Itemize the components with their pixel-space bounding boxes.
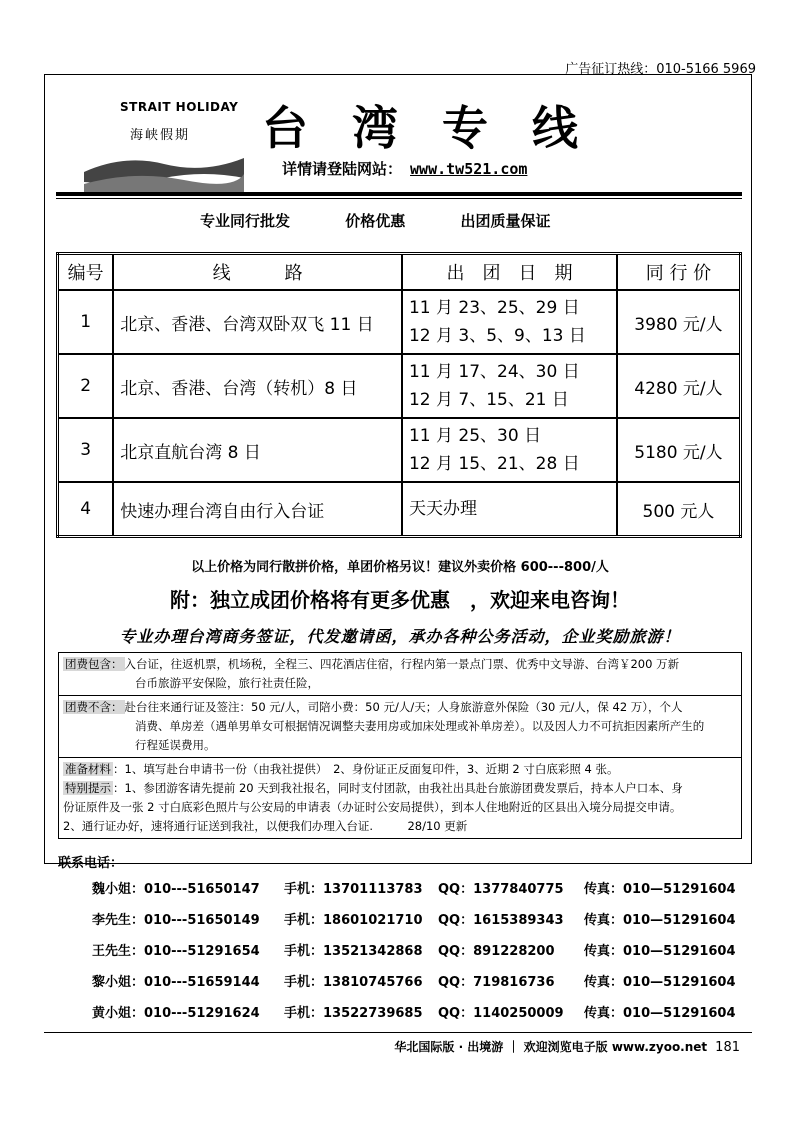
- contact-qq: QQ：1615389343: [438, 913, 564, 928]
- contact-mobile: 手机：13701113783: [284, 882, 423, 897]
- date-line: 11 月 25、30 日: [408, 426, 542, 446]
- contacts-list: [92, 878, 752, 1033]
- table-row: [58, 482, 741, 537]
- contact-fax: 传真：010—51291604: [584, 913, 736, 928]
- contact-row: [92, 909, 752, 940]
- date-line: 天天办理: [408, 499, 477, 519]
- materials-tag: 准备材料: [65, 762, 111, 776]
- website-label: 详情请登陆网站：: [282, 160, 403, 178]
- header-dates: 出 团 日 期: [402, 254, 617, 291]
- materials-text: ：1、填写赴台申请书一份（由我社提供） 2、身份证正反面复印件，3、近期 2 寸白底彩照 4 张。: [113, 762, 619, 776]
- route-price-table: [56, 252, 742, 538]
- footer: [394, 1038, 740, 1055]
- contact-fax: 传真：010—51291604: [584, 944, 736, 959]
- row-route: 北京、香港、台湾双卧双飞 11 日: [113, 290, 402, 354]
- row-dates: [402, 354, 617, 418]
- row-route: 北京直航台湾 8 日: [113, 418, 402, 482]
- header-rule-thick: [56, 192, 742, 196]
- website-link[interactable]: www.tw521.com: [410, 160, 528, 178]
- fee-exclude-text-3: 行程延误费用。: [135, 738, 216, 752]
- contact-mobile: 手机：13521342868: [284, 944, 423, 959]
- brand-logo-waves: [84, 148, 244, 194]
- fee-exclude-tag: 团费不含：: [65, 700, 123, 714]
- contact-fax: 传真：010—51291604: [584, 882, 736, 897]
- header-no: 编号: [58, 254, 114, 291]
- row-no: 1: [58, 290, 114, 354]
- group-offer-note: 附：独立成团价格将有更多优惠 ，欢迎来电咨询！: [170, 588, 630, 612]
- contact-qq: QQ：1140250009: [438, 1006, 564, 1021]
- contact-mobile: 手机：18601021710: [284, 913, 423, 928]
- contact-name-phone: 王先生：010---51291654: [92, 944, 260, 959]
- table-row: [58, 354, 741, 418]
- contacts-heading: 联系电话：: [58, 856, 124, 871]
- fee-exclude-section: [59, 696, 741, 758]
- table-row: [58, 418, 741, 482]
- website-line: [282, 158, 527, 179]
- fee-include-section: [59, 653, 741, 696]
- contact-name-phone: 魏小姐：010---51650147: [92, 882, 260, 897]
- row-dates: [402, 418, 617, 482]
- row-dates: [402, 482, 617, 537]
- row-no: 3: [58, 418, 114, 482]
- contact-mobile: 手机：13522739685: [284, 1006, 423, 1021]
- brand-name-cn: 海峡假期: [130, 128, 191, 143]
- row-price: 5180 元/人: [617, 418, 741, 482]
- contact-fax: 传真：010—51291604: [584, 1006, 736, 1021]
- date-line: 11 月 17、24、30 日: [408, 362, 580, 382]
- header-route: 线 路: [113, 254, 402, 291]
- row-route: 快速办理台湾自由行入台证: [113, 482, 402, 537]
- fee-exclude-text: 赴台往来通行证及签注：50 元/人，司陪小费：50 元/人/天；人身旅游意外保险（30 元/人，保 42 万），个人: [124, 700, 683, 714]
- date-line: 12 月 3、5、9、13 日: [408, 326, 586, 346]
- terms-box: [58, 652, 742, 839]
- contact-row: [92, 878, 752, 909]
- row-dates: [402, 290, 617, 354]
- table-header-row: [58, 254, 741, 291]
- contact-name-phone: 黎小姐：010---51659144: [92, 975, 260, 990]
- row-route: 北京、香港、台湾（转机）8 日: [113, 354, 402, 418]
- date-line: 11 月 23、25、29 日: [408, 298, 580, 318]
- table-row: [58, 290, 741, 354]
- header-price: 同 行 价: [617, 254, 741, 291]
- date-line: 12 月 15、21、28 日: [408, 454, 580, 474]
- fee-exclude-text-2: 消费、单房差（遇单男单女可根据情况调整夫妻用房或加床处理或补单房差）。以及因人力不可抗拒因素所产生的: [135, 719, 705, 733]
- tips-text-3: 2、通行证办好，速将通行证送到我社，以便我们办理入台证. 28/10 更新: [63, 819, 468, 833]
- page-title: 台湾专线: [262, 101, 622, 155]
- contact-row: [92, 940, 752, 971]
- slogan-bar: [200, 210, 601, 231]
- fee-include-tag: 团费包含：: [65, 657, 123, 671]
- row-price: 3980 元/人: [617, 290, 741, 354]
- contact-qq: QQ：1377840775: [438, 882, 564, 897]
- price-note: 以上价格为同行散拼价格，单团价格另议！建议外卖价格 600---800/人: [191, 560, 609, 575]
- contact-row: [92, 971, 752, 1002]
- contact-mobile: 手机：13810745766: [284, 975, 423, 990]
- row-price: 4280 元/人: [617, 354, 741, 418]
- contact-qq: QQ：719816736: [438, 975, 555, 990]
- row-price: 500 元人: [617, 482, 741, 537]
- slogan-2: 价格优惠: [345, 212, 406, 230]
- tips-text: ：1、参团游客请先提前 20 天到我社报名，同时支付团款，由我社出具赴台旅游团费发票后，持本人户口本、身: [113, 781, 683, 795]
- date-line: 12 月 7、15、21 日: [408, 390, 569, 410]
- fee-include-text-2: 台币旅游平安保险，旅行社责任险，: [135, 676, 319, 690]
- footer-rule: [44, 1032, 752, 1033]
- ad-hotline: 广告征订热线：010-5166 5969: [565, 62, 756, 77]
- contact-row: [92, 1002, 752, 1033]
- footer-text: 华北国际版 · 出境游 ｜ 欢迎浏览电子版 www.zyoo.net: [394, 1040, 708, 1054]
- tips-text-2: 份证原件及一张 2 寸白底彩色照片与公安局的申请表（办证时公安局提供），到本人住地附近的区县出入境分局提交申请。: [63, 800, 682, 814]
- materials-tips-section: [59, 758, 741, 838]
- contact-qq: QQ：891228200: [438, 944, 555, 959]
- contact-name-phone: 李先生：010---51650149: [92, 913, 260, 928]
- services-note: 专业办理台湾商务签证，代发邀请函，承办各种公务活动，企业奖励旅游！: [119, 627, 681, 646]
- brand-name-en: STRAIT HOLIDAY: [120, 100, 239, 114]
- slogan-3: 出团质量保证: [460, 212, 551, 230]
- slogan-1: 专业同行批发: [200, 212, 291, 230]
- page-number: 181: [715, 1040, 740, 1055]
- tips-tag: 特别提示: [65, 781, 111, 795]
- fee-include-text: 入台证，往返机票，机场税，全程三、四花酒店住宿，行程内第一景点门票、优秀中文导游、台湾￥200 万新: [124, 657, 680, 671]
- row-no: 4: [58, 482, 114, 537]
- row-no: 2: [58, 354, 114, 418]
- contact-fax: 传真：010—51291604: [584, 975, 736, 990]
- contact-name-phone: 黄小姐：010---51291624: [92, 1006, 260, 1021]
- header-rule-thin: [56, 198, 742, 199]
